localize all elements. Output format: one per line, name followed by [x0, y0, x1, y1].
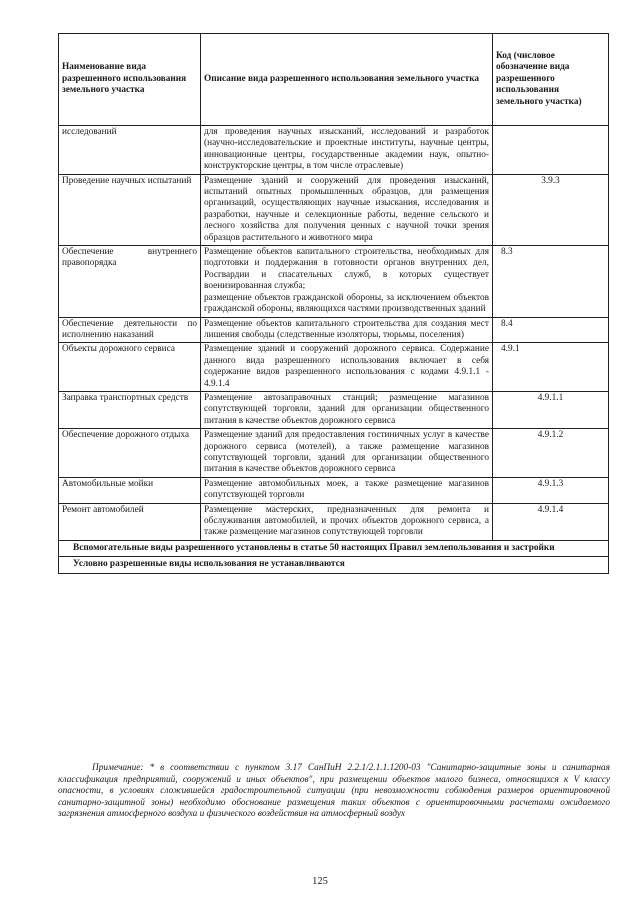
- table-body: [59, 126, 609, 541]
- conditional-row: [59, 557, 609, 573]
- use-name: Заправка транспортных средств: [59, 391, 201, 428]
- use-name: исследований: [59, 126, 201, 175]
- use-code: 4.9.1: [493, 343, 609, 392]
- table-row: [59, 503, 609, 540]
- use-code: 4.9.1.1: [493, 391, 609, 428]
- use-name: Ремонт автомобилей: [59, 503, 201, 540]
- description-paragraph: Размещение автозаправочных станций; размещение магазинов сопутствующей торговли, зданий для организации общественного питания в качестве объектов дорожного сервиса: [204, 392, 489, 426]
- table-row: [59, 126, 609, 175]
- land-use-table: [58, 33, 609, 574]
- description-paragraph: Размещение зданий и сооружений для проведения изысканий, испытаний опытных промышленных образцов, для размещения организаций, осуществляющих научные изыскания, исследования и разработки, научные и селекционные работы, ведение сельского и лесного хозяйства для получения ценных с научной точки зрения образцов растительного и животного мира: [204, 175, 489, 243]
- use-code: 4.9.1.4: [493, 503, 609, 540]
- table-row: [59, 174, 609, 245]
- table-header-row: [59, 34, 609, 126]
- conditional-text: Условно разрешенные виды использования не устанавливаются: [59, 557, 609, 573]
- table-row: [59, 246, 609, 317]
- table-row: [59, 429, 609, 478]
- use-name: Проведение научных испытаний: [59, 174, 201, 245]
- use-description: [201, 477, 493, 503]
- description-paragraph: размещение объектов гражданской обороны, за исключением объектов гражданской обороны, являющихся частями производственных зданий: [204, 292, 489, 315]
- footnote: Примечание: * в соответствии с пунктом 3.17 СанПиН 2.2.1/2.1.1.1200-03 "Санитарно-защитные зоны и санитарная классификация предприятий, сооружений и иных объектов", при размещении объектов малого бизнеса, относящихся к V классу опасности, в условиях сложившейся градостроительной ситуации (при невозможности соблюдения размеров ориентировочной санитарно-защитной зоны) необходимо обоснование размещения таких объектов с ориентировочными расчетами ожидаемого загрязнения атмосферного воздуха и физического воздействия на атмосферный воздух: [58, 763, 610, 820]
- use-description: [201, 317, 493, 343]
- use-code: 3.9.3: [493, 174, 609, 245]
- use-code: 8.4: [493, 317, 609, 343]
- page-number: 125: [312, 876, 328, 887]
- use-description: [201, 391, 493, 428]
- description-paragraph: Размещение автомобильных моек, а также размещение магазинов сопутствующей торговли: [204, 478, 489, 501]
- auxiliary-text: Вспомогательные виды разрешенного установлены в статье 50 настоящих Правил землепользования и застройки: [59, 540, 609, 556]
- header-description: Описание вида разрешенного использования земельного участка: [201, 34, 493, 126]
- description-paragraph: Размещение зданий для предоставления гостиничных услуг в качестве дорожного сервиса (мотелей), а также размещение магазинов сопутствующей торговли, зданий для организации общественного питания в качестве объектов дорожного сервиса: [204, 430, 489, 475]
- use-name: Обеспечение дорожного отдыха: [59, 429, 201, 478]
- description-paragraph: Размещение объектов капитального строительства для создания мест лишения свободы (следственные изоляторы, тюрьмы, поселения): [204, 318, 489, 340]
- header-code: Код (числовое обозначение вида разрешенного использования земельного участка): [493, 34, 609, 126]
- table-row: [59, 343, 609, 392]
- description-paragraph: для проведения научных изысканий, исследований и разработок (научно-исследовательские и проектные институты, научные центры, инновационные центры, государственные академии наук, опытно-конструкторские центры, в том числе отраслевые): [204, 127, 489, 172]
- header-name: Наименование вида разрешенного использования земельного участка: [59, 34, 201, 126]
- use-name: Объекты дорожного сервиса: [59, 343, 201, 392]
- use-description: [201, 174, 493, 245]
- use-code: 4.9.1.2: [493, 429, 609, 478]
- description-paragraph: Размещение зданий и сооружений дорожного сервиса. Содержание данного вида разрешенного использования включает в себя содержание видов разрешенного использования с кодами 4.9.1.1 - 4.9.1.4: [204, 344, 489, 389]
- use-code: 4.9.1.3: [493, 477, 609, 503]
- table-row: [59, 317, 609, 343]
- use-code: [493, 126, 609, 175]
- table-row: [59, 477, 609, 503]
- use-description: [201, 126, 493, 175]
- use-name: Автомобильные мойки: [59, 477, 201, 503]
- use-description: [201, 246, 493, 317]
- description-paragraph: Размещение объектов капитального строительства, необходимых для подготовки и поддержания в готовности органов внутренних дел, Росгвардии и спасательных служб, в которых существует военизированная служба;: [204, 247, 489, 292]
- use-description: [201, 343, 493, 392]
- use-code: 8.3: [493, 246, 609, 317]
- use-name: Обеспечение деятельности по исполнению наказаний: [59, 317, 201, 343]
- description-paragraph: Размещение мастерских, предназначенных для ремонта и обслуживания автомобилей, и прочих объектов дорожного сервиса, а также размещение магазинов сопутствующей торговли: [204, 504, 489, 538]
- auxiliary-row: [59, 540, 609, 556]
- use-description: [201, 503, 493, 540]
- use-description: [201, 429, 493, 478]
- use-name: Обеспечение внутреннего правопорядка: [59, 246, 201, 317]
- table-row: [59, 391, 609, 428]
